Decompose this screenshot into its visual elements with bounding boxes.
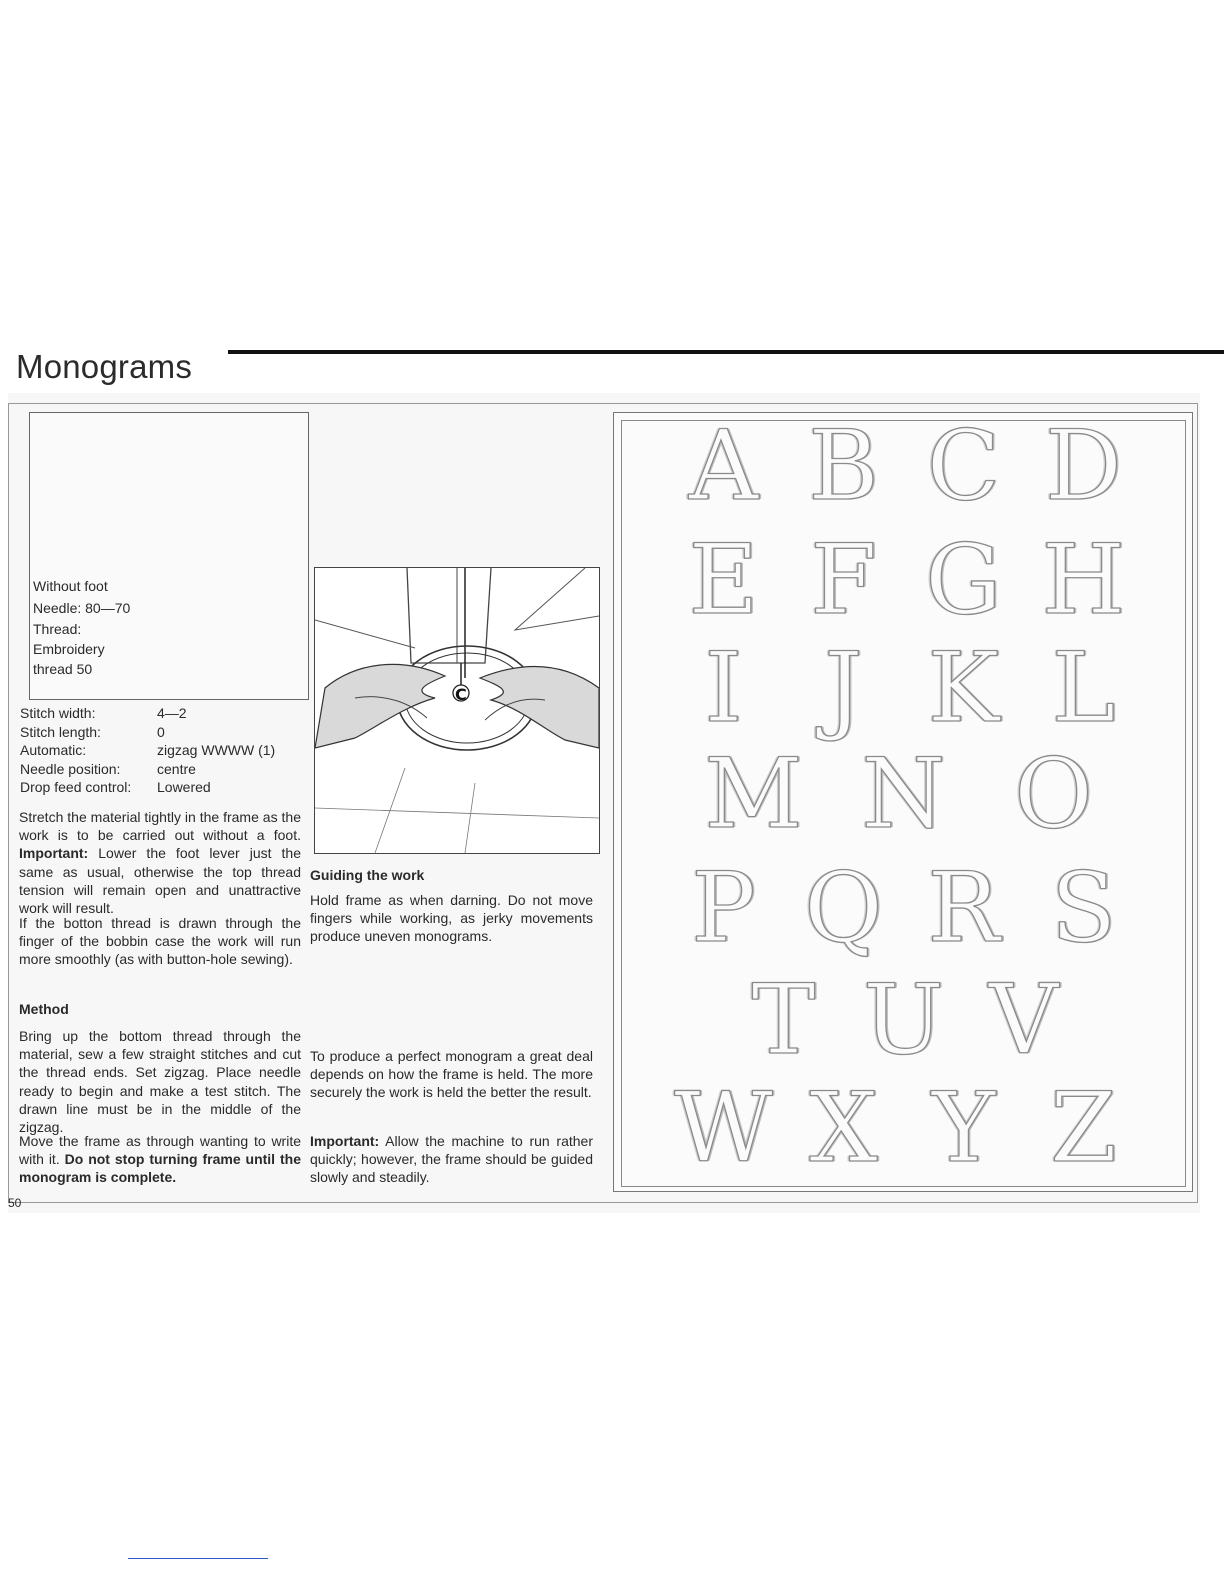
method-paragraph-2 (19, 1132, 301, 1187)
monogram-letter: P (691, 852, 756, 964)
settings-value: 4—2 (157, 705, 187, 721)
page-title: Monograms (16, 348, 193, 385)
settings-table (20, 704, 275, 797)
important-label: Important: (19, 845, 89, 862)
settings-row (20, 778, 275, 797)
method-warning: Do not stop turning frame until the monogram is complete. (19, 1151, 301, 1186)
settings-value: Lowered (157, 779, 211, 795)
settings-row (20, 760, 275, 779)
method-heading: Method (19, 1001, 69, 1017)
intro-text-cont: Lower the foot lever just the same as usual, otherwise the top thread tension will remain open and unattractive work will result. (19, 845, 301, 917)
monogram-letter: W (674, 1072, 773, 1184)
monogram-letter: Z (1050, 1072, 1117, 1184)
intro-text: Stretch the material tightly in the frame as the work is to be carried out without a foot. (19, 809, 301, 844)
frame-hold-paragraph: To produce a perfect monogram a great deal depends on how the frame is held. The more securely the work is held the better the result. (310, 1048, 593, 1101)
bobbin-paragraph: If the botton thread is drawn through the finger of the bobbin case the work will run more smoothly (as with button-hole sewing). (19, 915, 301, 968)
hands-on-hoop-drawing (315, 568, 599, 853)
spec-thread-weight: thread 50 (33, 661, 93, 677)
settings-value: zigzag WWWW (1) (157, 742, 276, 758)
alphabet-row (621, 524, 1186, 636)
spec-foot: Without foot (33, 578, 108, 594)
needle-letter-label: C (455, 685, 467, 704)
intro-paragraph (19, 808, 301, 917)
settings-value: 0 (157, 723, 165, 740)
monogram-letter: X (809, 1072, 878, 1184)
settings-row (20, 704, 275, 723)
monogram-letter: G (925, 524, 1002, 636)
monogram-letter: D (1045, 410, 1122, 522)
settings-label: Stitch length: (20, 723, 101, 740)
speed-text: Allow the machine to run rather quickly; however, the frame should be guided slowly and steadily. (310, 1133, 593, 1186)
settings-label: Needle position: (20, 760, 121, 777)
settings-row (20, 741, 275, 760)
settings-label: Drop feed control: (20, 779, 132, 795)
hoop-illustration (314, 567, 600, 854)
spec-needle: Needle: 80—70 (33, 600, 131, 616)
monogram-letter: K (927, 632, 1000, 744)
settings-value: centre (157, 760, 196, 777)
guiding-heading: Guiding the work (310, 867, 425, 883)
monogram-letter: S (1050, 852, 1117, 964)
monogram-letter: F (810, 524, 877, 636)
alphabet-row (621, 738, 1186, 850)
monogram-letter: N (861, 738, 946, 850)
alphabet-row (621, 1072, 1186, 1184)
monogram-letter: B (808, 410, 879, 522)
monogram-letter: A (688, 410, 759, 522)
method-paragraph: Bring up the bottom thread through the material, sew a few straight stitches and cut the thread ends. Set zigzag. Place needle ready to begin and make a test stitch. The drawn line must be in the middle of the zigzag. (19, 1028, 301, 1136)
monogram-letter: T (751, 964, 816, 1076)
spec-thread-label: Thread: (33, 621, 82, 637)
monogram-letter: H (1041, 524, 1126, 636)
alphabet-row (621, 632, 1186, 744)
title-rule (228, 350, 1224, 354)
page-number: 50 (8, 1196, 22, 1210)
monogram-letter: O (1014, 738, 1093, 850)
settings-label: Stitch width: (20, 705, 96, 721)
monogram-letter: E (688, 524, 759, 636)
alphabet-row (621, 852, 1186, 964)
monogram-letter: J (824, 632, 863, 744)
monogram-letter: U (863, 964, 944, 1076)
monogram-letter: Q (804, 852, 883, 964)
settings-row (20, 723, 275, 742)
settings-label: Automatic: (20, 742, 87, 758)
monogram-letter: C (926, 410, 1001, 522)
spec-list (33, 576, 130, 680)
monogram-letter: M (704, 738, 803, 850)
important-label: Important: (310, 1133, 380, 1149)
monogram-letter: V (988, 964, 1059, 1076)
monogram-letter: L (1051, 632, 1116, 744)
speed-paragraph (310, 1132, 593, 1187)
spec-thread-type: Embroidery (33, 641, 105, 657)
monogram-letter: R (927, 852, 1000, 964)
alphabet-row (621, 410, 1186, 522)
alphabet-row (621, 964, 1186, 1076)
footer-link-underline[interactable] (128, 1558, 268, 1559)
method-text: Move the frame as through wanting to write with it. (19, 1133, 301, 1168)
monogram-letter: I (704, 632, 743, 744)
monogram-letter: Y (931, 1072, 996, 1184)
guiding-paragraph: Hold frame as when darning. Do not move fingers while working, as jerky movements produce uneven monograms. (310, 892, 593, 945)
